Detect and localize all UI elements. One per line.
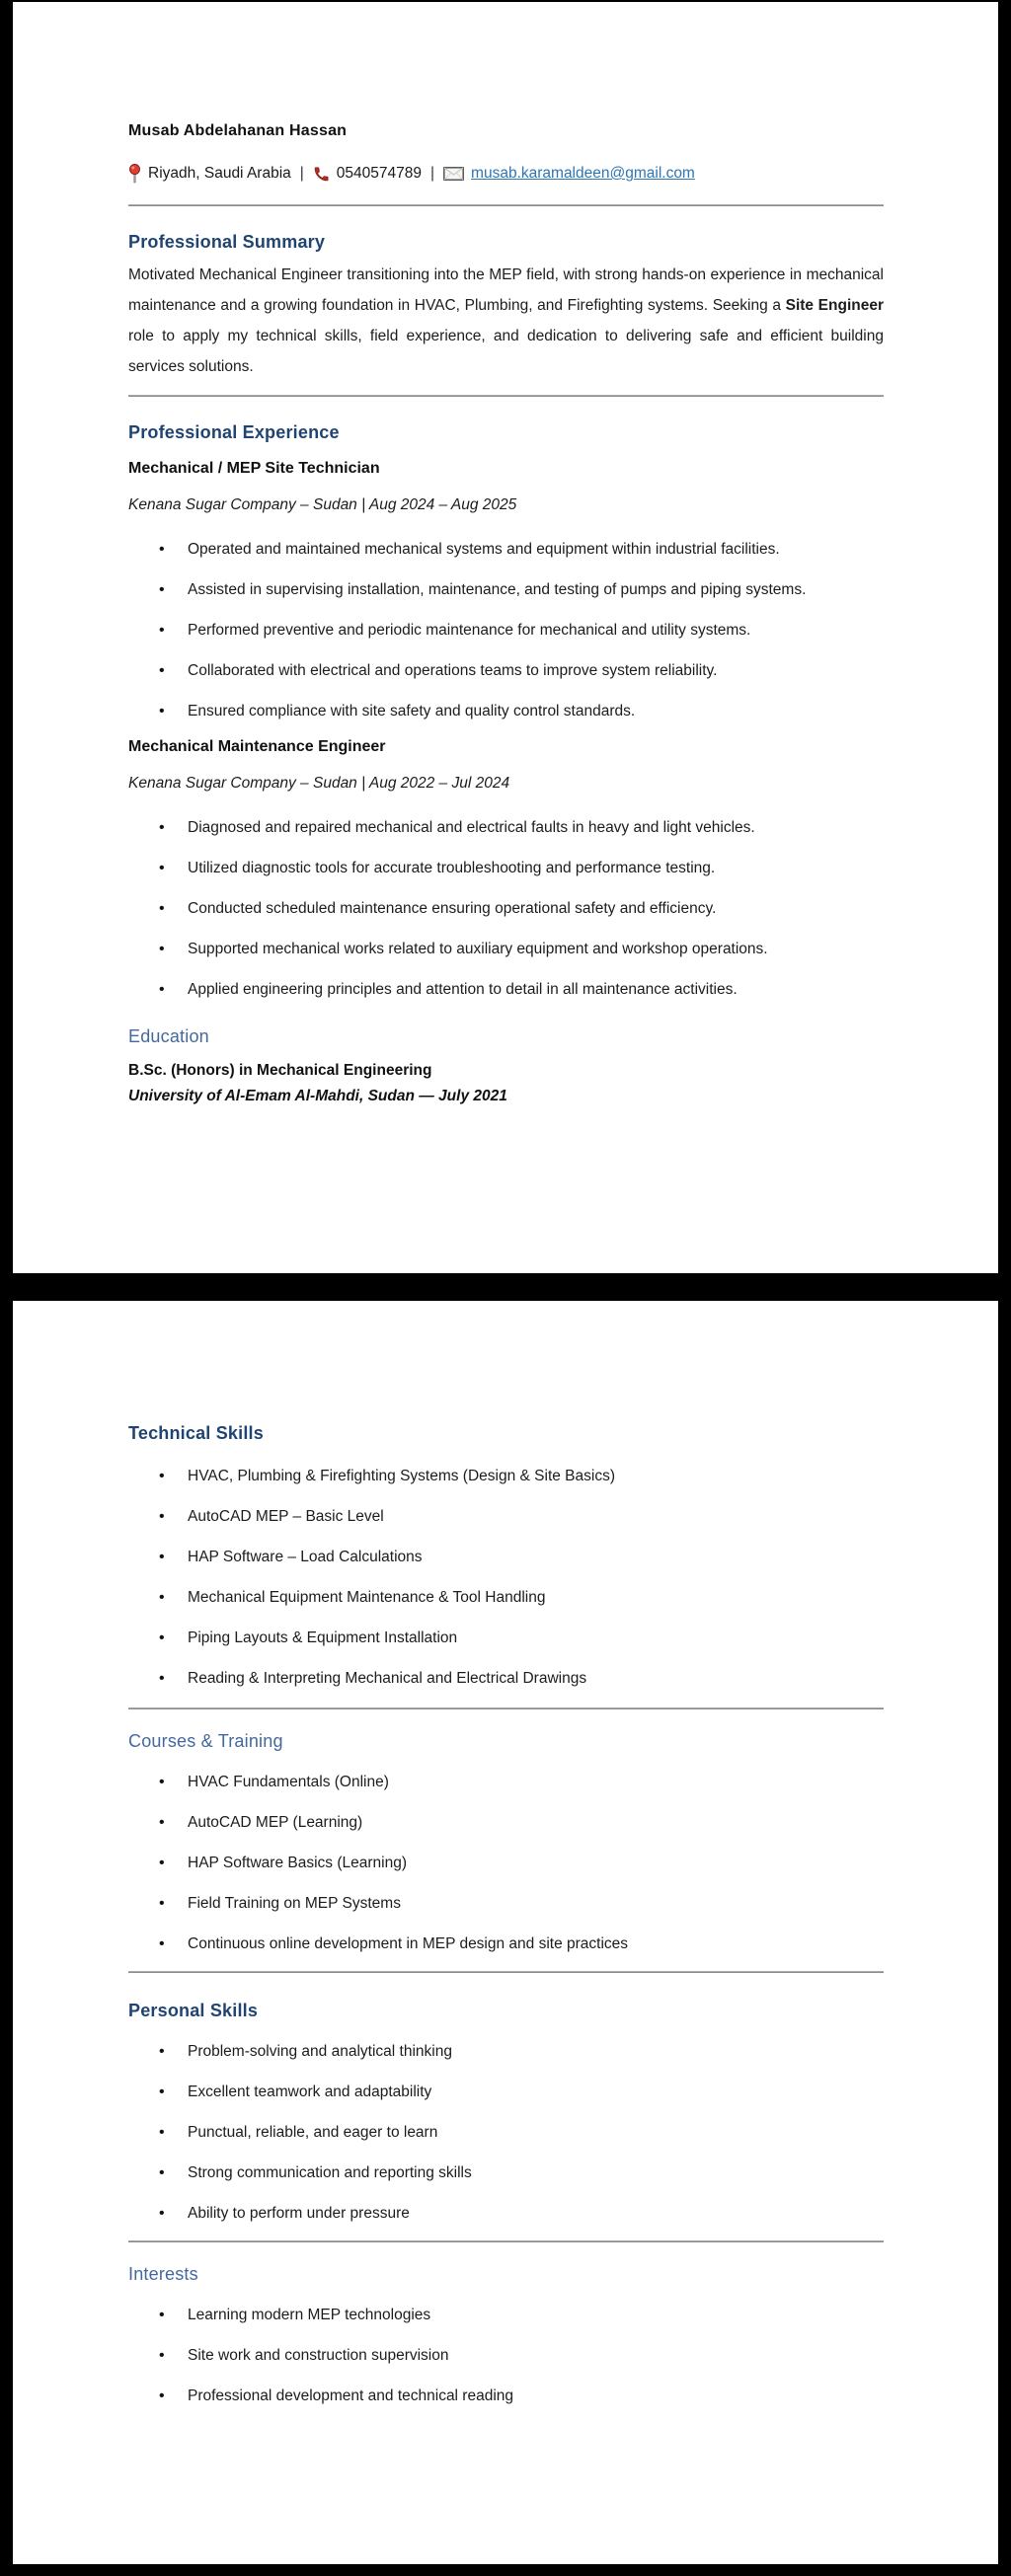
list-item: • Reading & Interpreting Mechanical and Electrical Drawings [128,1663,884,1694]
section-title-professional-summary: Professional Summary [128,232,326,252]
list-item: • Assisted in supervising installation, maintenance, and testing of pumps and piping systems. [128,574,884,605]
list-item: • HVAC, Plumbing & Firefighting Systems (Design & Site Basics) [128,1461,884,1491]
list-item: • Supported mechanical works related to auxiliary equipment and workshop operations. [128,934,884,964]
list-item: • AutoCAD MEP (Learning) [128,1807,884,1838]
section-title-interests: Interests [128,2264,198,2284]
summary-paragraph [128,260,884,382]
resume-page-1 [13,2,998,1273]
list-item: • Ability to perform under pressure [128,2198,884,2229]
list-item: • HAP Software – Load Calculations [128,1542,884,1572]
resume-page-2 [13,1301,998,2564]
list-item: • AutoCAD MEP – Basic Level [128,1501,884,1532]
contact-separator: | [299,165,304,182]
list-item: • Utilized diagnostic tools for accurate troubleshooting and performance testing. [128,853,884,883]
list-item: • Ensured compliance with site safety and quality control standards. [128,696,884,726]
section-title-technical-skills: Technical Skills [128,1423,264,1443]
summary-text: Motivated Mechanical Engineer transitioning into the MEP field, with strong hands-on experience in mechanical maintenance and a growing foundation in HVAC, Plumbing, and Firefighting systems. Seeking a [128,266,884,314]
section-title-education: Education [128,1026,209,1046]
phone-icon [313,166,330,183]
location-text: Riyadh, Saudi Arabia [148,165,291,182]
list-item: • Problem-solving and analytical thinking [128,2036,884,2067]
list-item: • Conducted scheduled maintenance ensuring operational safety and efficiency. [128,893,884,924]
list-item: • Site work and construction supervision [128,2340,884,2371]
list-item: • Diagnosed and repaired mechanical and electrical faults in heavy and light vehicles. [128,812,884,843]
list-item: • Performed preventive and periodic maintenance for mechanical and utility systems. [128,615,884,645]
list-item: • Strong communication and reporting skills [128,2158,884,2188]
email-link[interactable]: musab.karamaldeen@gmail.com [471,165,695,182]
list-item: • Collaborated with electrical and operations teams to improve system reliability. [128,655,884,686]
job-bullet-list [128,534,884,726]
divider [128,395,884,397]
job-title: Mechanical Maintenance Engineer [128,738,386,755]
list-item: • Operated and maintained mechanical systems and equipment within industrial facilities. [128,534,884,565]
education-degree: B.Sc. (Honors) in Mechanical Engineering [128,1062,432,1079]
job-company-dates: Kenana Sugar Company – Sudan | Aug 2024 – Aug 2025 [128,496,517,513]
divider [128,1971,884,1973]
summary-bold-term: Site Engineer [785,297,885,314]
list-item: • HVAC Fundamentals (Online) [128,1767,884,1797]
education-block [128,1058,884,1109]
contact-separator: | [430,165,435,182]
job-bullet-list [128,812,884,1005]
list-item: • Punctual, reliable, and eager to learn [128,2117,884,2148]
job-company-dates: Kenana Sugar Company – Sudan | Aug 2022 – Jul 2024 [128,775,510,792]
divider [128,204,884,206]
list-item: • Professional development and technical reading [128,2381,884,2411]
list-item: • Field Training on MEP Systems [128,1888,884,1919]
interests-list [128,2300,884,2411]
list-item: • HAP Software Basics (Learning) [128,1848,884,1878]
contact-line [128,163,884,185]
technical-skills-list [128,1461,884,1694]
phone-text: 0540574789 [336,165,423,182]
email-envelope-icon [443,167,464,181]
candidate-name: Musab Abdelahanan Hassan [128,122,348,139]
summary-text: role to apply my technical skills, field experience, and dedication to delivering safe and efficient building services solutions. [128,328,884,375]
personal-skills-list [128,2036,884,2229]
courses-list [128,1767,884,1959]
list-item: • Mechanical Equipment Maintenance & Tool Handling [128,1582,884,1613]
education-university: University of Al-Emam Al-Mahdi, Sudan — July 2021 [128,1088,507,1104]
job-title: Mechanical / MEP Site Technician [128,460,380,477]
divider [128,1707,884,1709]
section-title-courses-training: Courses & Training [128,1731,283,1751]
list-item: • Excellent teamwork and adaptability [128,2077,884,2107]
list-item: • Learning modern MEP technologies [128,2300,884,2330]
divider [128,2240,884,2242]
list-item: • Continuous online development in MEP design and site practices [128,1929,884,1959]
location-pin-icon [128,164,141,184]
list-item: • Applied engineering principles and attention to detail in all maintenance activities. [128,974,884,1005]
list-item: • Piping Layouts & Equipment Installation [128,1623,884,1653]
section-title-personal-skills: Personal Skills [128,2001,259,2020]
section-title-professional-experience: Professional Experience [128,422,340,442]
